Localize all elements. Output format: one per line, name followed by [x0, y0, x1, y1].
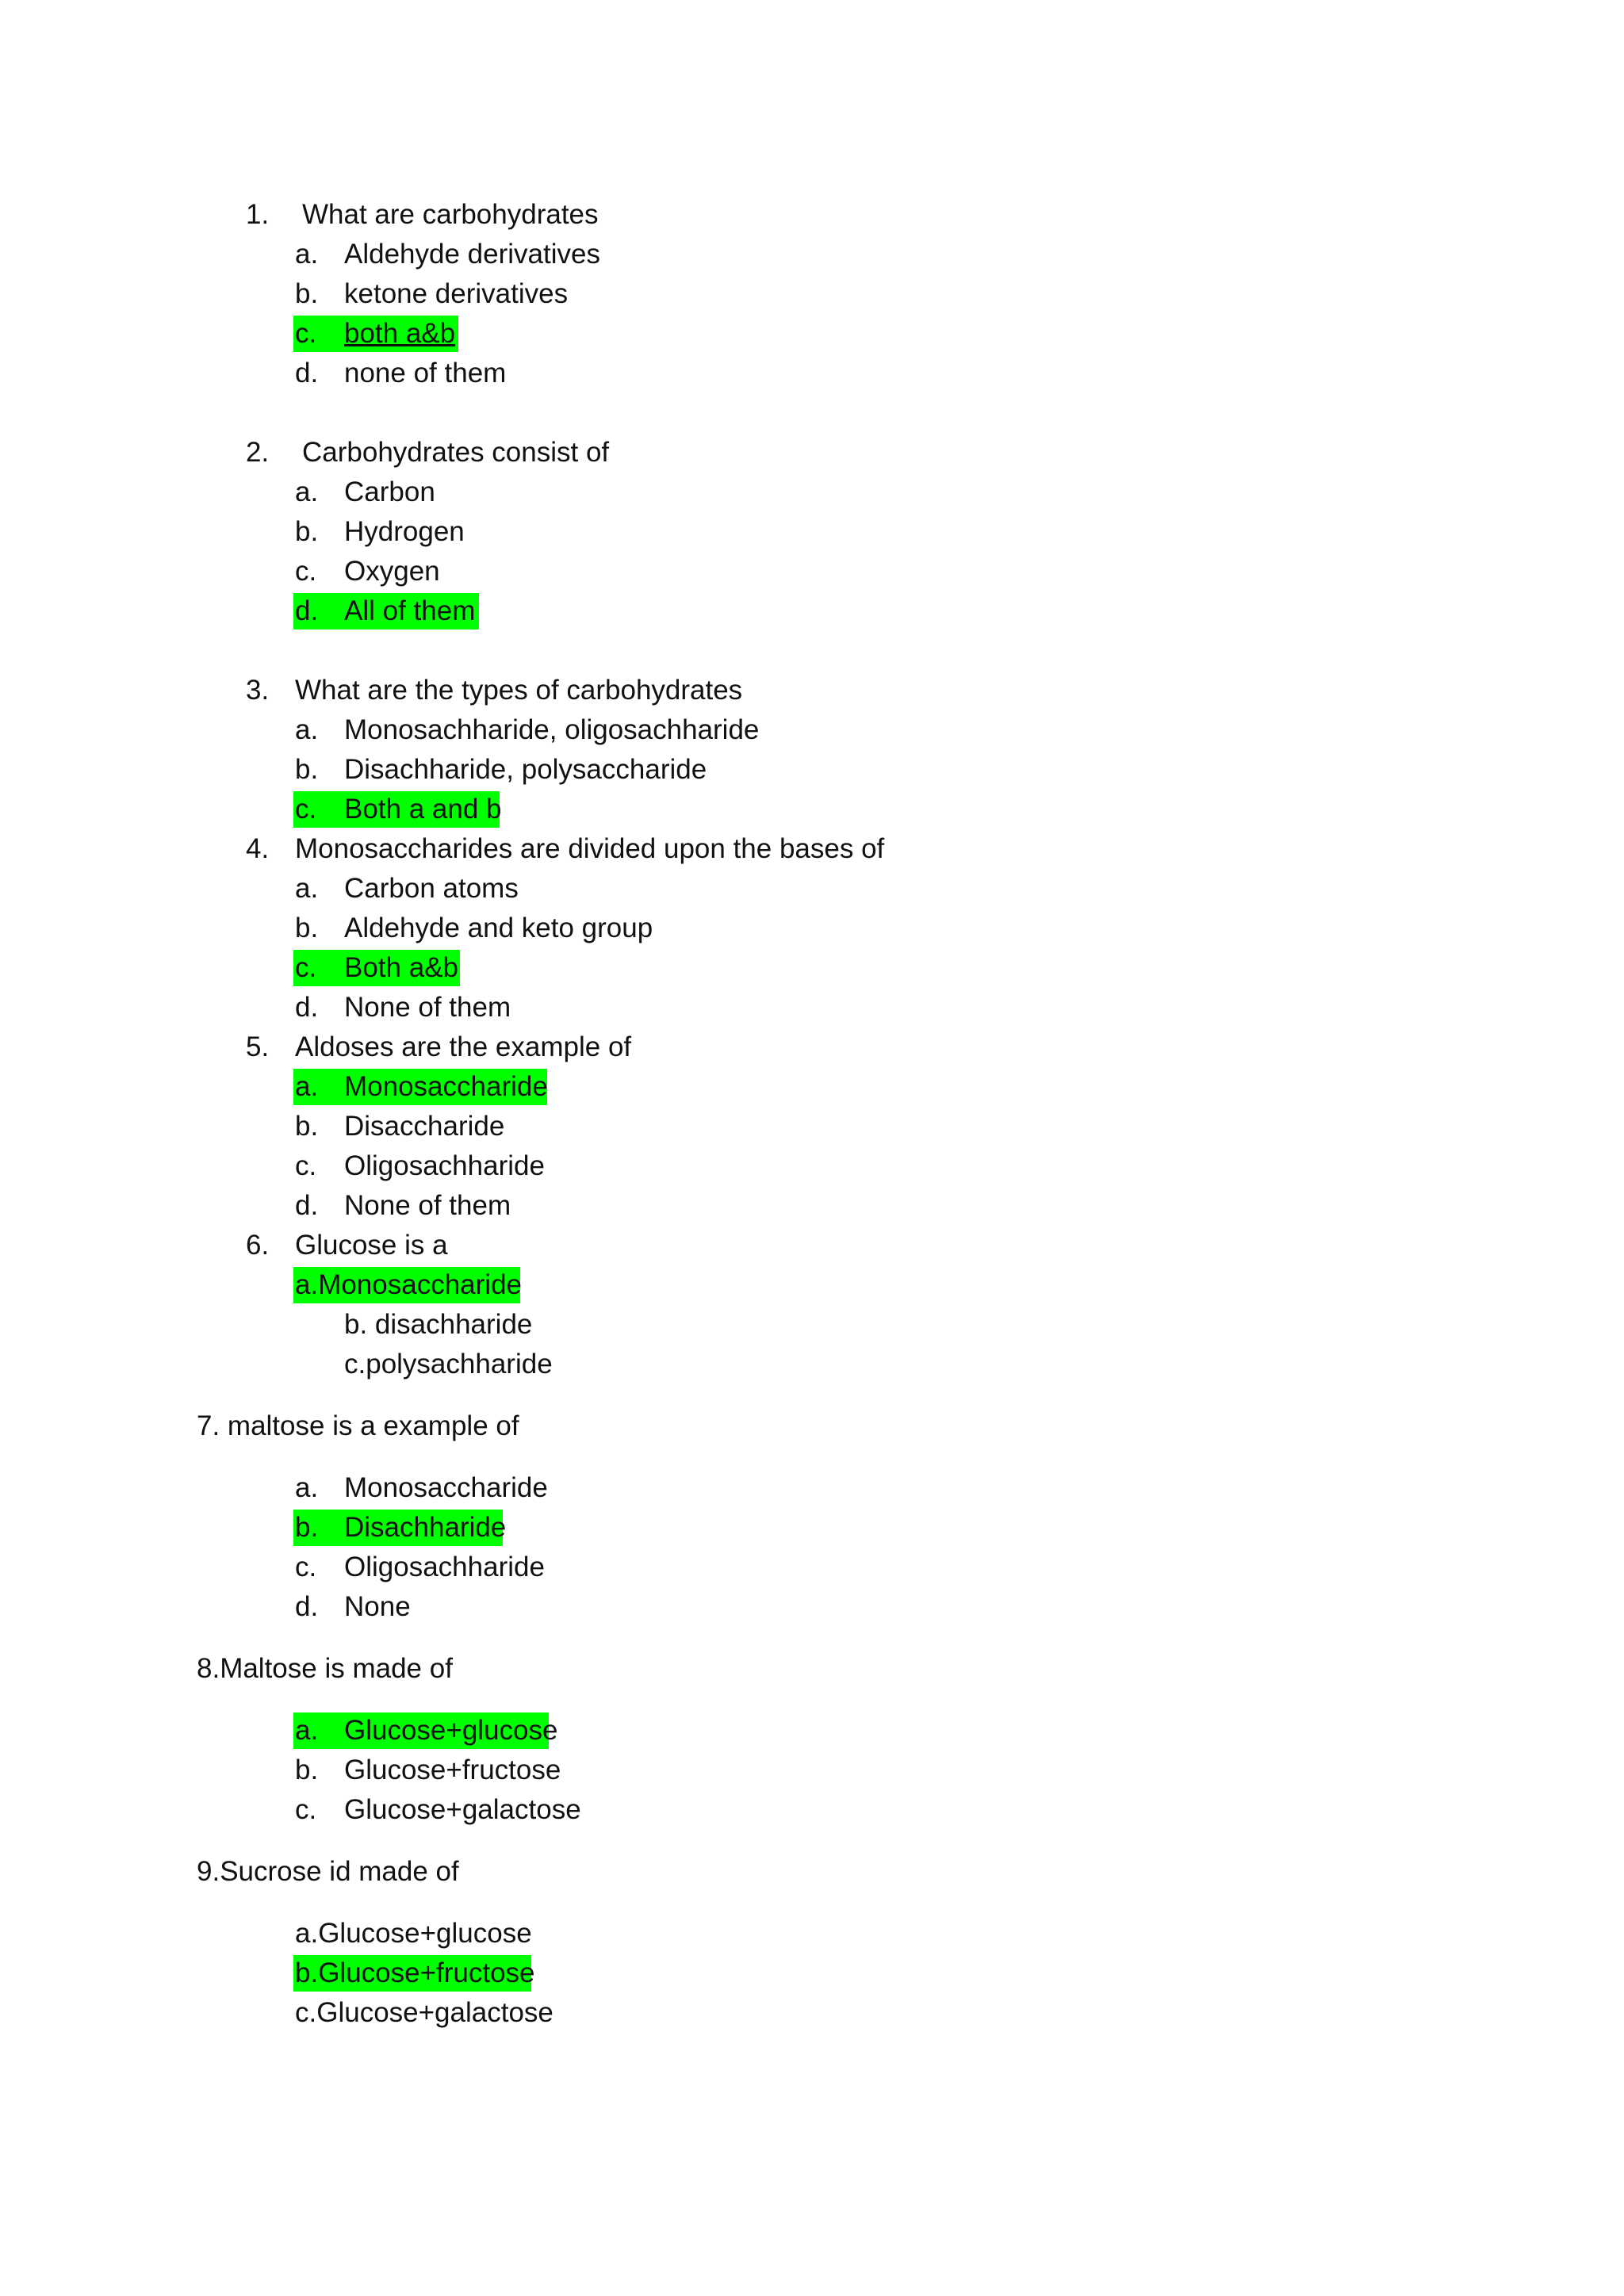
option-letter: d. [295, 992, 319, 1023]
option-letter: c. [295, 556, 317, 587]
option-letter: b. [295, 1755, 319, 1785]
question-number: 2. [246, 437, 270, 468]
option-letter: a. [295, 476, 319, 507]
option-text: Carbon [344, 476, 435, 507]
option-text: ketone derivatives [344, 278, 569, 309]
option-text: Monosaccharide [344, 1071, 548, 1102]
option-text: All of them [344, 595, 476, 626]
option-letter: b. [295, 754, 319, 785]
option-letter: b. [295, 913, 319, 943]
option-letter: b. [295, 1111, 319, 1142]
option-text: none of them [344, 358, 507, 388]
option-letter: c. [295, 794, 317, 825]
option-letter: a. [295, 1715, 319, 1746]
option-letter: b. [295, 278, 319, 309]
option-letter: c. [295, 952, 317, 983]
question-text: 7. maltose is a example of [197, 1410, 519, 1441]
question-text: Monosaccharides are divided upon the bases of [295, 833, 885, 864]
option-text: Oligosachharide [344, 1552, 545, 1582]
option-text: both a&b [344, 318, 456, 349]
question-number: 5. [246, 1031, 270, 1062]
option-text: Carbon atoms [344, 873, 519, 904]
option-text: a.Monosaccharide [295, 1269, 522, 1300]
option-text: Disachharide, polysaccharide [344, 754, 707, 785]
option-letter: b. [295, 1512, 319, 1543]
question-number: 3. [246, 675, 270, 706]
option-letter: a. [295, 1472, 319, 1503]
question-text: Carbohydrates consist of [302, 437, 610, 468]
option-text: c.polysachharide [344, 1349, 553, 1380]
option-letter: c. [295, 1552, 317, 1582]
option-text: a.Glucose+glucose [295, 1918, 532, 1949]
option-letter: d. [295, 1591, 319, 1622]
option-letter: c. [295, 318, 317, 349]
option-letter: a. [295, 239, 319, 270]
option-text: Oxygen [344, 556, 440, 587]
option-letter: d. [295, 1190, 319, 1221]
option-letter: a. [295, 873, 319, 904]
option-text: Glucose+fructose [344, 1755, 561, 1785]
question-text: Aldoses are the example of [295, 1031, 632, 1062]
option-text: Oligosachharide [344, 1150, 545, 1181]
option-letter: c. [295, 1794, 317, 1825]
option-letter: b. [295, 516, 319, 547]
option-letter: a. [295, 714, 319, 745]
option-text: None of them [344, 992, 511, 1023]
question-text: What are the types of carbohydrates [295, 675, 743, 706]
question-text: 8.Maltose is made of [197, 1653, 453, 1684]
option-text: Aldehyde derivatives [344, 239, 600, 270]
option-text: Disaccharide [344, 1111, 505, 1142]
option-letter: d. [295, 358, 319, 388]
option-text: Glucose+galactose [344, 1794, 581, 1825]
option-text: None [344, 1591, 411, 1622]
option-text: None of them [344, 1190, 511, 1221]
option-text: b.Glucose+fructose [295, 1957, 535, 1988]
option-letter: c. [295, 1150, 317, 1181]
option-text: Aldehyde and keto group [344, 913, 653, 943]
option-text: Monosachharide, oligosachharide [344, 714, 760, 745]
question-number: 6. [246, 1230, 270, 1261]
option-text: Both a and b [344, 794, 502, 825]
option-letter: d. [295, 595, 319, 626]
option-text: Monosaccharide [344, 1472, 548, 1503]
question-number: 4. [246, 833, 270, 864]
option-text: c.Glucose+galactose [295, 1997, 553, 2028]
question-text: Glucose is a [295, 1230, 448, 1261]
question-text: What are carbohydrates [302, 199, 599, 230]
option-text: Both a&b [344, 952, 458, 983]
question-text: 9.Sucrose id made of [197, 1856, 459, 1887]
option-text: Disachharide [344, 1512, 507, 1543]
question-number: 1. [246, 199, 270, 230]
option-text: Hydrogen [344, 516, 465, 547]
option-text: Glucose+glucose [344, 1715, 558, 1746]
option-letter: a. [295, 1071, 319, 1102]
option-text: b. disachharide [344, 1309, 533, 1340]
